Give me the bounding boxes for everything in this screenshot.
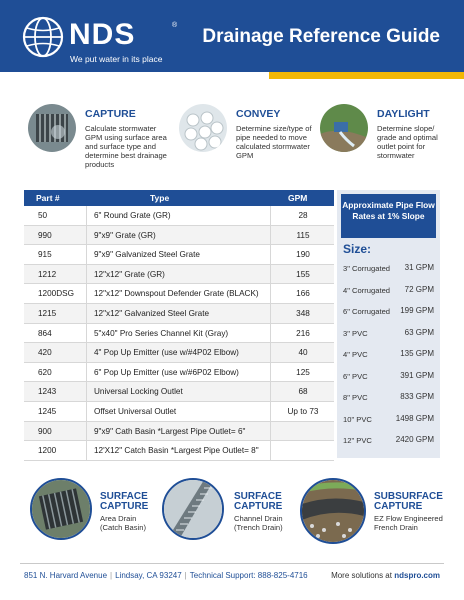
bottom-feature-title: [100, 492, 148, 512]
table-row: [24, 284, 334, 304]
cell-type: 9"x9" Cath Basin *Largest Pipe Outlet= 6": [94, 426, 246, 436]
flow-rate-row: [337, 389, 440, 409]
pipe-gpm: 833 GPM: [400, 392, 434, 401]
table-row: [24, 422, 334, 442]
column-divider: [270, 265, 271, 284]
table-row: [24, 206, 334, 226]
bottom-feature-description: [100, 514, 146, 532]
title-line-2: CAPTURE: [234, 501, 283, 512]
cell-type: 12"x12" Galvanized Steel Grate: [94, 308, 210, 318]
capture-photo: [28, 104, 76, 152]
column-divider: [86, 284, 87, 303]
cell-type: 12"x12" Grate (GR): [94, 269, 165, 279]
cell-part: 864: [38, 328, 52, 338]
desc-line-1: Channel Drain: [234, 514, 283, 523]
pipes-image: [179, 104, 227, 152]
table-row: [24, 382, 334, 402]
logo-wordmark: NDS: [69, 18, 136, 51]
title-line-1: SURFACE: [100, 491, 148, 502]
flow-rate-row: [337, 282, 440, 302]
pipe-size: 4" PVC: [343, 350, 368, 359]
pipe-size: 10" PVC: [343, 414, 372, 424]
cell-gpm: 28: [298, 211, 308, 220]
bottom-feature-title: [374, 492, 443, 512]
flow-rate-row: [337, 368, 440, 388]
column-divider: [270, 206, 271, 225]
column-divider: [270, 324, 271, 343]
registered-mark: ®: [172, 22, 178, 29]
desc-line-2: French Drain: [374, 523, 418, 532]
footer-support[interactable]: Technical Support: 888-825-4716: [189, 571, 308, 580]
cell-type: Offset Universal Outlet: [94, 406, 177, 416]
cell-gpm: 125: [296, 367, 310, 377]
pipe-size: 6" PVC: [343, 371, 368, 381]
footer-more-prefix: More solutions at: [331, 571, 392, 580]
outlet-image: [320, 104, 368, 152]
area-drain-photo: [30, 478, 92, 540]
footer-address: 851 N. Harvard Avenue: [24, 571, 108, 580]
cell-part: 1212: [38, 269, 57, 279]
flow-rate-row: [337, 346, 440, 366]
cell-gpm: 216: [296, 328, 310, 338]
cell-part: 1215: [38, 308, 57, 318]
column-divider: [270, 441, 271, 460]
cell-part: 50: [38, 211, 48, 220]
cell-type: 9"x9" Galvanized Steel Grate: [94, 250, 200, 260]
column-divider: [86, 343, 87, 362]
footer-divider: [20, 563, 444, 564]
pipe-gpm: 135 GPM: [400, 349, 434, 358]
table-row: [24, 402, 334, 422]
bottom-feature-title: [234, 492, 282, 512]
column-divider: [86, 245, 87, 264]
pipe-size: 3" Corrugated: [343, 264, 391, 273]
cell-type: Universal Locking Outlet: [94, 387, 183, 397]
pipe-size: 6" Corrugated: [343, 307, 391, 316]
footer-city: Lindsay, CA 93247: [115, 571, 182, 580]
cell-part: 1200DSG: [38, 289, 74, 299]
title-line-2: CAPTURE: [100, 501, 149, 512]
column-divider: [270, 343, 271, 362]
column-divider: [86, 304, 87, 323]
catch-basin-image: [32, 480, 90, 538]
cell-part: 1243: [38, 387, 57, 397]
feature-title: DAYLIGHT: [377, 108, 430, 120]
cell-type: 12'X12" Catch Basin *Largest Pipe Outlet= 8": [94, 446, 259, 456]
table-row: [24, 343, 334, 363]
feature-title: CAPTURE: [85, 108, 136, 120]
trench-drain-image: [164, 480, 222, 538]
column-divider: [86, 382, 87, 401]
table-row: [24, 324, 334, 344]
cell-part: 900: [38, 426, 52, 436]
cell-gpm: 348: [296, 308, 310, 318]
table-body: [24, 206, 334, 461]
column-divider: [86, 422, 87, 441]
cell-type: 9"x9" Grate (GR): [94, 230, 156, 240]
header-banner: [0, 0, 464, 72]
flow-rate-row: [337, 303, 440, 323]
flow-rate-row: [337, 260, 440, 280]
cell-gpm: 190: [296, 250, 310, 260]
products-table: [24, 190, 334, 461]
cell-part: 620: [38, 367, 52, 377]
table-row: [24, 363, 334, 383]
cell-type: 6" Round Grate (GR): [94, 211, 171, 220]
pipe-size: 8" PVC: [343, 393, 368, 402]
desc-line-1: Area Drain: [100, 514, 137, 523]
column-header-type: Type: [150, 193, 170, 203]
column-divider: [270, 363, 271, 382]
desc-line-1: EZ Flow Engineered: [374, 514, 443, 523]
desc-line-2: (Trench Drain): [234, 523, 283, 532]
column-divider: [86, 265, 87, 284]
column-divider: [270, 245, 271, 264]
logo-tagline: We put water in its place: [70, 54, 163, 64]
cell-type: 6" Pop Up Emitter (use w/#6P02 Elbow): [94, 367, 239, 377]
column-divider: [270, 382, 271, 401]
column-divider: [86, 226, 87, 245]
cell-part: 1200: [38, 446, 57, 456]
channel-drain-photo: [162, 478, 224, 540]
footer-separator: |: [184, 571, 187, 580]
column-divider: [86, 206, 87, 225]
cell-part: 990: [38, 230, 52, 240]
pipe-gpm: 63 GPM: [404, 327, 434, 337]
cell-gpm: 40: [298, 348, 308, 358]
column-divider: [270, 422, 271, 441]
pipe-size: 4" Corrugated: [343, 285, 391, 295]
footer-more-solutions: [331, 571, 440, 580]
ez-flow-image: [302, 480, 364, 542]
page-title: Drainage Reference Guide: [202, 26, 440, 47]
column-header-gpm: GPM: [288, 193, 308, 203]
nds-logo[interactable]: [22, 16, 182, 64]
column-divider: [270, 284, 271, 303]
globe-icon: [22, 16, 64, 58]
convey-photo: [179, 104, 227, 152]
footer-separator: |: [110, 571, 113, 580]
pipe-gpm: 1498 GPM: [395, 413, 434, 423]
flow-rates-panel: [337, 190, 440, 458]
feature-description: Determine size/type of pipe needed to move calculated stormwater GPM: [236, 124, 312, 160]
pipe-gpm: 199 GPM: [400, 306, 434, 315]
cell-part: 1245: [38, 406, 57, 416]
column-divider: [270, 304, 271, 323]
cell-part: 420: [38, 348, 52, 358]
flow-rate-row: [337, 411, 440, 431]
pipe-size: 12" PVC: [343, 436, 372, 445]
pipe-gpm: 72 GPM: [404, 284, 434, 294]
feature-description: Calculate stormwater GPM using surface area and surface type and determine best drainage products: [85, 124, 167, 169]
cell-gpm: 68: [298, 387, 308, 397]
column-divider: [86, 441, 87, 460]
table-row: [24, 441, 334, 461]
title-line-1: SUBSURFACE: [374, 491, 443, 502]
column-header-part: Part #: [36, 193, 60, 203]
table-row: [24, 304, 334, 324]
pipe-gpm: 31 GPM: [404, 263, 434, 272]
flow-rates-title: Approximate Pipe Flow Rates at 1% Slope: [341, 194, 436, 238]
size-label: Size:: [343, 242, 372, 256]
cell-gpm: 155: [296, 269, 310, 279]
french-drain-photo: [300, 478, 366, 544]
title-line-2: CAPTURE: [374, 501, 423, 512]
footer-contact: [24, 571, 308, 580]
table-row: [24, 245, 334, 265]
table-header: [24, 190, 334, 206]
cell-part: 915: [38, 250, 52, 260]
pipe-gpm: 2420 GPM: [395, 435, 434, 444]
flow-rate-row: [337, 432, 440, 452]
feature-description: Determine slope/ grade and optimal outlet point for stormwater: [377, 124, 438, 160]
table-row: [24, 265, 334, 285]
feature-title: CONVEY: [236, 108, 281, 120]
cell-type: 12"x12" Downspout Defender Grate (BLACK): [94, 289, 259, 299]
title-line-1: SURFACE: [234, 491, 282, 502]
desc-line-2: (Catch Basin): [100, 523, 147, 532]
cell-gpm: 115: [296, 230, 310, 240]
bottom-feature-description: [374, 514, 443, 532]
flow-rate-row: [337, 325, 440, 345]
column-divider: [86, 324, 87, 343]
cell-gpm: 166: [296, 289, 310, 299]
accent-bar: [269, 72, 464, 79]
grate-image: [28, 104, 76, 152]
table-row: [24, 226, 334, 246]
bottom-feature-description: [234, 514, 283, 532]
cell-gpm: Up to 73: [287, 406, 319, 416]
column-divider: [86, 363, 87, 382]
column-divider: [86, 402, 87, 421]
website-link[interactable]: ndspro.com: [394, 571, 440, 580]
pipe-gpm: 391 GPM: [400, 370, 434, 380]
column-divider: [270, 226, 271, 245]
column-divider: [270, 402, 271, 421]
daylight-photo: [320, 104, 368, 152]
pipe-size: 3" PVC: [343, 328, 368, 338]
cell-type: 5"x40" Pro Series Channel Kit (Gray): [94, 328, 229, 338]
cell-type: 4" Pop Up Emitter (use w/#4P02 Elbow): [94, 348, 239, 358]
